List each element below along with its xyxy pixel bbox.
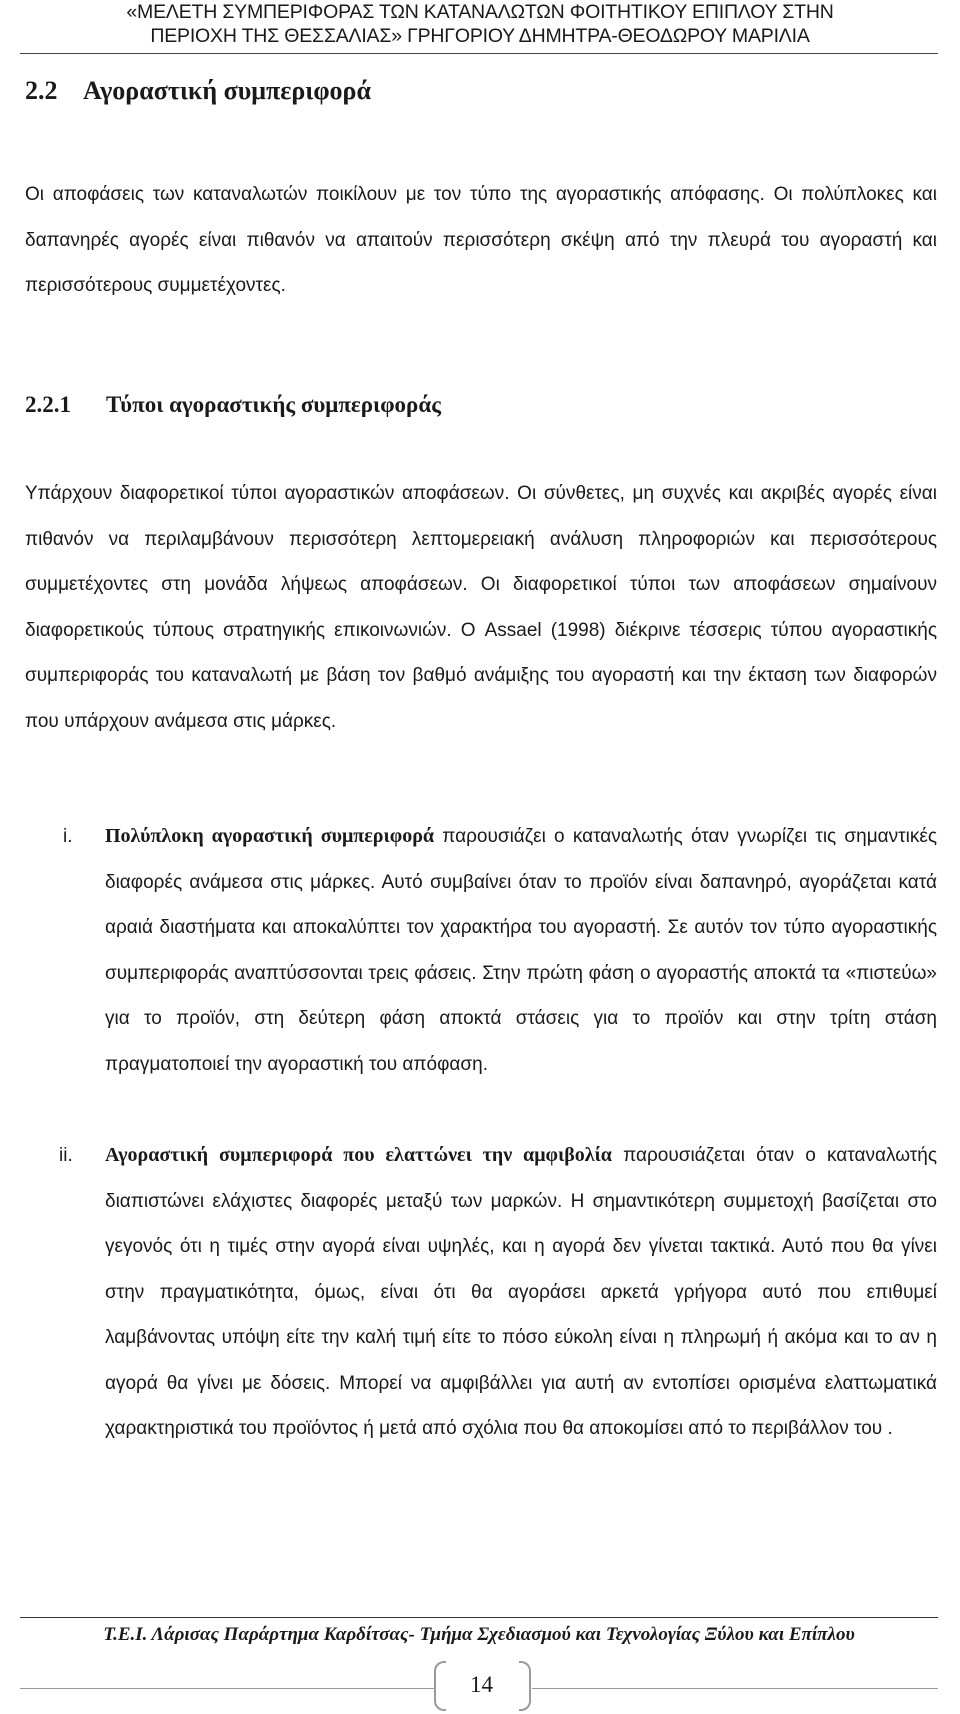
page-number-rule-right [532, 1688, 938, 1689]
footer-institution: Τ.Ε.Ι. Λάρισας Παράρτημα Καρδίτσας- Τμήμα Σχεδιασμού και Τεχνολογίας Ξύλου και Επίπλου [103, 1624, 855, 1645]
list-item-text: παρουσιάζει ο καταναλωτής όταν γνωρίζει τις σημαντικές διαφορές ανάμεσα στις μάρκες. Αυτό συμβαίνει όταν το προϊόν είναι δαπανηρό, αγοράζεται κατά αραιά διαστήματα και αποκαλύπτει τον χαρακτήρα του αγοραστή. Σε αυτόν τον τύπο αγοραστικής συμπεριφοράς αναπτύσσονται τρεις φάσεις. Στην πρώτη φάση ο αγοραστής αποκτά τα «πιστεύω» για το προϊόν, στη δεύτερη φάση αποκτά στάσεις για το προϊόν και στην τρίτη στάση πραγματοποιεί την αγοραστική του απόφαση. [105, 826, 937, 1075]
list-item-body [105, 814, 937, 1087]
page-number: 14 [470, 1672, 493, 1697]
list-item-lead: Πολύπλοκη αγοραστική συμπεριφορά [105, 825, 435, 847]
footer-divider [20, 1617, 938, 1618]
subsection-title: Τύποι αγοραστικής συμπεριφοράς [106, 392, 441, 417]
list-item-body [105, 1133, 937, 1452]
list-item-lead: Αγοραστική συμπεριφορά που ελαττώνει την αμφιβολία [105, 1144, 612, 1166]
subsection-heading [25, 392, 441, 418]
subsection-paragraph: Υπάρχουν διαφορετικοί τύποι αγοραστικών αποφάσεων. Οι σύνθετες, μη συχνές και ακριβές αγορές είναι πιθανόν να περιλαμβάνουν περισσότερη λεπτομερειακή ανάλυση πληροφοριών και περισσότερους συμμετέχοντες στη μονάδα λήψεως αποφάσεων. Οι διαφορετικοί τύποι των αποφάσεων σημαίνουν διαφορετικούς τύπους στρατηγικής επικοινωνιών. Ο Assael (1998) διέκρινε τέσσερις τύπου αγοραστικής συμπεριφοράς του καταναλωτή με βάση τον βαθμό ανάμιξης του αγοραστή και την έκταση των διαφορών που υπάρχουν ανάμεσα στις μάρκες. [25, 483, 937, 732]
subsection-number: 2.2.1 [25, 392, 71, 417]
running-header [20, 0, 940, 48]
header-line-2: ΠΕΡΙΟΧΗ ΤΗΣ ΘΕΣΣΑΛΙΑΣ» ΓΡΗΓΟΡΙΟΥ ΔΗΜΗΤΡΑ-ΘΕΟΔΩΡΟΥ ΜΑΡΙΛΙΑ [150, 25, 810, 47]
section-number: 2.2 [25, 76, 58, 105]
section-paragraph: Οι αποφάσεις των καταναλωτών ποικίλουν με τον τύπο της αγοραστικής απόφασης. Οι πολύπλοκες και δαπανηρές αγορές είναι πιθανόν να απαιτούν περισσότερη σκέψη από την πλευρά του αγοραστή και περισσότερους συμμετέχοντες. [25, 184, 937, 296]
list-marker: ii. [59, 1145, 73, 1166]
section-heading [25, 76, 371, 106]
list-item-text: παρουσιάζεται όταν ο καταναλωτής διαπιστώνει ελάχιστες διαφορές μεταξύ των μαρκών. Η σημαντικότερη συμμετοχή βασίζεται στο γεγονός ότι η τιμές στην αγορά είναι υψηλές, και η αγορά δεν γίνεται τακτικά. Αυτό που θα γίνει στην πραγματικότητα, όμως, είναι ότι θα αγοράσει αρκετά γρήγορα αυτό που επιθυμεί λαμβάνοντας υπόψη είτε την καλή τιμή είτε το πόσο εύκολη είναι η πληρωμή ή ακόμα και το αν η αγορά θα γίνει με δόσεις. Μπορεί να αμφιβάλλει για αυτή αν εντοπίσει ορισμένα ελαττωματικά χαρακτηριστικά του προϊόντος ή μετά από σχόλια που θα αποκομίσει από το περιβάλλον του . [105, 1145, 937, 1439]
header-divider [20, 53, 938, 54]
section-title: Αγοραστική συμπεριφορά [83, 76, 371, 105]
page-number-rule-left [20, 1688, 435, 1689]
list-marker: i. [63, 826, 73, 847]
page-number-bracket-right [519, 1661, 531, 1711]
header-line-1: «ΜΕΛΕΤΗ ΣΥΜΠΕΡΙΦΟΡΑΣ ΤΩΝ ΚΑΤΑΝΑΛΩΤΩΝ ΦΟΙΤΗΤΙΚΟΥ ΕΠΙΠΛΟΥ ΣΤΗΝ [126, 1, 834, 23]
